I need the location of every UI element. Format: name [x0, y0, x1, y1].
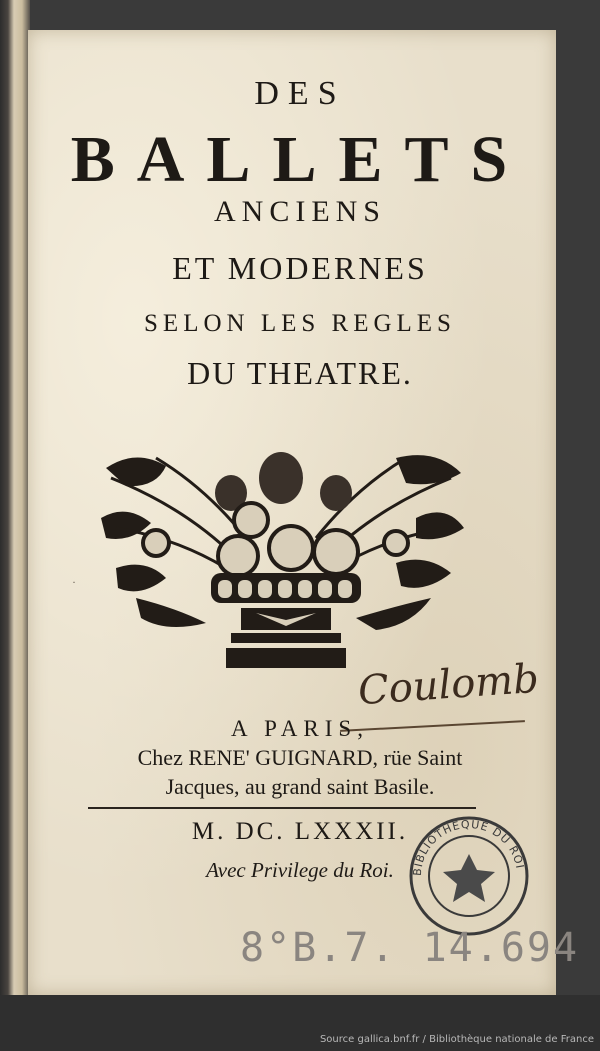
title-line-anciens: ANCIENS: [213, 195, 386, 228]
title-line-selon: SELON LES REGLES: [144, 310, 456, 337]
fruit-basket-woodcut-icon: [96, 448, 466, 680]
royal-privilege: Avec Privilege du Roi.: [206, 858, 394, 882]
title-line-et-modernes: ET MODERNES: [172, 250, 428, 286]
library-seal-icon: [405, 812, 533, 940]
imprint-address-line: Jacques, au grand saint Basile.: [165, 774, 435, 799]
seal-text: BIBLIOTHEQUE DU ROI: [410, 817, 527, 877]
shelfmark: 8°B.7. 14.694: [240, 925, 580, 971]
publication-date: M. DC. LXXXII.: [191, 818, 409, 845]
margin-mark: ·: [72, 575, 76, 589]
imprint-printer-line: Chez RENE' GUIGNARD, rüe Saint: [137, 745, 463, 770]
source-credit: Source gallica.bnf.fr / Bibliothèque nationale de France: [319, 1034, 594, 1045]
title-line-des: DES: [254, 75, 346, 112]
title-line-du-theatre: DU THEATRE.: [187, 355, 413, 391]
title-line-ballets: BALLETS: [70, 123, 530, 196]
horizontal-rule: [88, 807, 476, 809]
handwritten-signature: Coulomb: [356, 655, 541, 715]
imprint-city: A PARIS,: [231, 716, 369, 741]
